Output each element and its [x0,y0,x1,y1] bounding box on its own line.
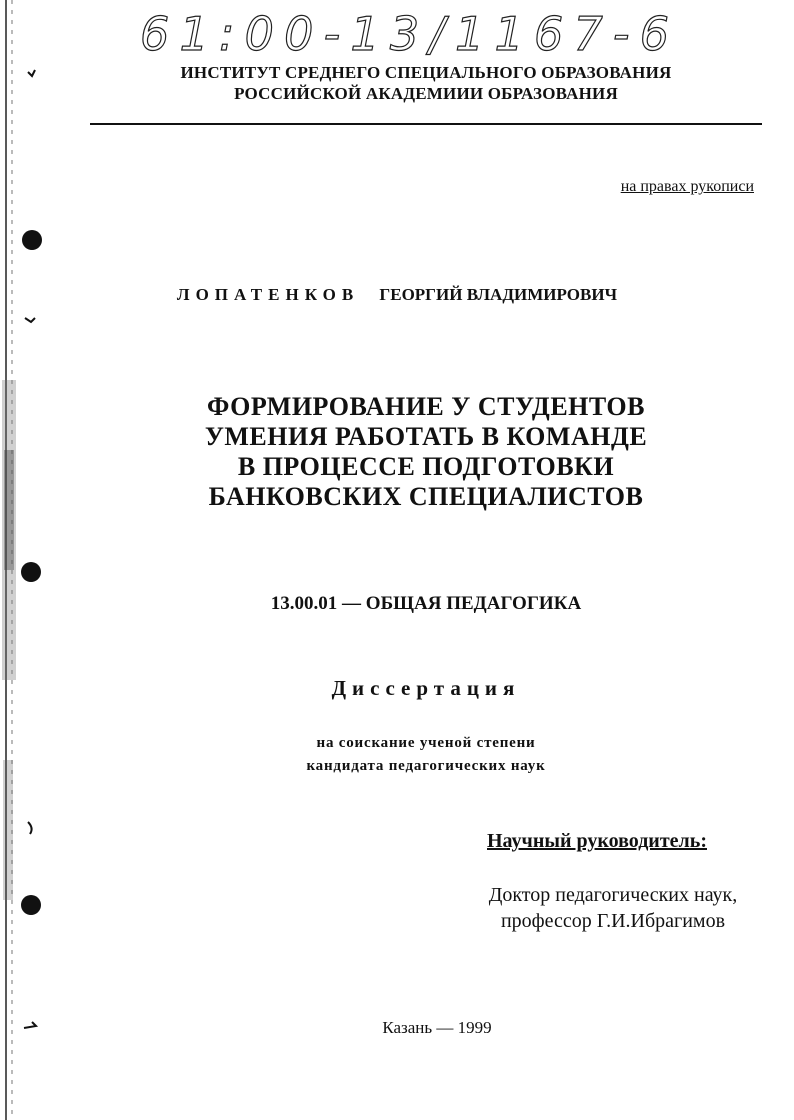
degree-line-1: на соискание ученой степени [316,735,536,751]
manuscript-rights-note: на правах рукописи [620,178,754,195]
institution-line-1: ИНСТИТУТ СРЕДНЕГО СПЕЦИАЛЬНОГО ОБРАЗОВАНИЯ [180,63,672,82]
supervisor-heading: Научный руководитель: [487,830,707,852]
institution-name [90,62,762,104]
author-name [0,285,794,305]
author-surname: ЛОПАТЕНКОВ [176,285,360,304]
institution-line-2: РОССИЙСКОЙ АКАДЕМИИИ ОБРАЗОВАНИЯ [234,84,618,103]
author-given-names: ГЕОРГИЙ ВЛАДИМИРОВИЧ [379,285,618,304]
scan-edge-artifacts [0,0,46,1120]
dissertation-title [90,392,762,512]
header-divider [90,123,762,125]
title-line-2: УМЕНИЯ РАБОТАТЬ В КОМАНДЕ [204,422,648,451]
svg-text:61:00-13/1167-6: 61:00-13/1167-6 [140,8,675,58]
degree-statement [90,732,762,778]
degree-line-2: кандидата педагогических наук [306,758,546,774]
specialty-code: 13.00.01 — ОБЩАЯ ПЕДАГОГИКА [270,593,582,614]
supervisor-name: профессор Г.И.Ибрагимов [500,910,726,932]
document-type: Диссертация [331,676,521,700]
supervisor-degree: Доктор педагогических наук, [488,884,738,906]
handwritten-code [140,8,680,58]
title-line-3: В ПРОЦЕССЕ ПОДГОТОВКИ [237,452,615,481]
supervisor-info [448,882,778,934]
city-year: Казань — 1999 [382,1018,492,1037]
title-line-1: ФОРМИРОВАНИЕ У СТУДЕНТОВ [207,392,645,421]
title-line-4: БАНКОВСКИХ СПЕЦИАЛИСТОВ [208,482,644,511]
